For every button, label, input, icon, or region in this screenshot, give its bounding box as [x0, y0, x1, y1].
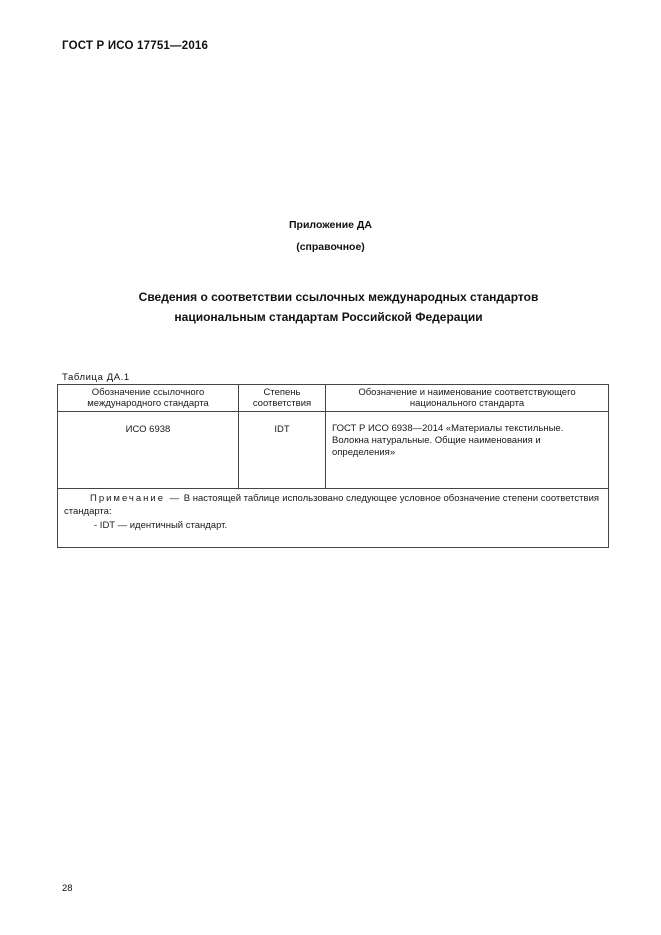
main-title-line-1: Сведения о соответствии ссылочных международных стандартов	[138, 290, 539, 304]
cell-degree: IDT	[239, 412, 326, 489]
annex-title: Приложение ДА	[289, 219, 372, 231]
main-title-line-2: национальным стандартам Российской Федерации	[174, 310, 483, 324]
page-number: 28	[62, 883, 73, 894]
annex-main-title	[0, 287, 661, 327]
column-header-intl-standard: Обозначение ссылочного международного стандарта	[58, 385, 239, 412]
cell-national-standard: ГОСТ Р ИСО 6938—2014 «Материалы текстильные. Волокна натуральные. Общие наименования и определения»	[326, 412, 609, 489]
note-text: В настоящей таблице использовано следующее условное обозначение степени соответствия стандарта:	[64, 493, 600, 517]
table-caption: Таблица ДА.1	[62, 372, 130, 383]
note-label: Примечание —	[90, 493, 182, 504]
column-header-national-standard: Обозначение и наименование соответствующего национального стандарта	[326, 385, 609, 412]
annex-subtitle: (справочное)	[296, 241, 365, 253]
table-header-row	[58, 385, 609, 412]
cell-intl-standard: ИСО 6938	[58, 412, 239, 489]
column-header-degree: Степень соответствия	[239, 385, 326, 412]
document-header-code: ГОСТ Р ИСО 17751—2016	[62, 40, 209, 52]
table-row	[58, 412, 609, 489]
standards-correspondence-table	[57, 384, 609, 548]
table-note	[58, 489, 609, 548]
table-note-row	[58, 489, 609, 548]
note-item-idt: - IDT — идентичный стандарт.	[94, 520, 228, 531]
